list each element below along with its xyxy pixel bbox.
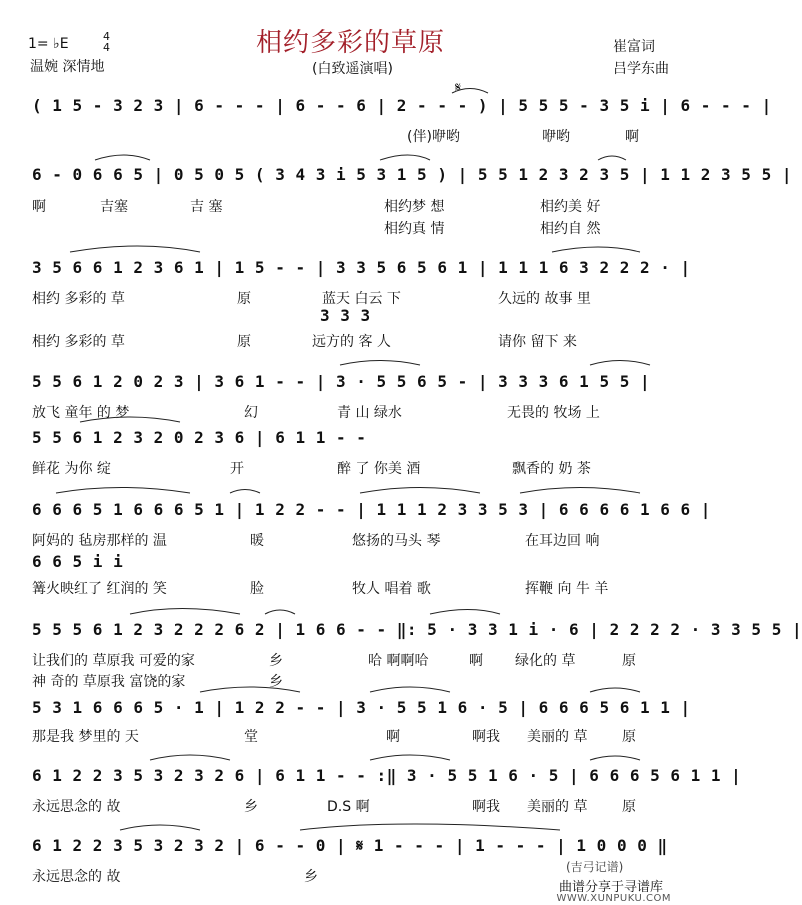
extra-notes-3: 3 3 3 bbox=[320, 306, 371, 325]
lyric: 蓝天 白云 下 bbox=[322, 291, 401, 307]
lyric: 美丽的 草 bbox=[527, 799, 588, 815]
notation-line-3: 3 5 6 6 1 2 3 6 1 | 1 5 - - | 3 3 5 6 5 6 1 | 1 1 1 6 3 2 2 2 · | bbox=[32, 258, 691, 277]
lyric: 幻 bbox=[244, 405, 258, 421]
lyric: 请你 留下 来 bbox=[498, 334, 577, 350]
lyric: 阿妈的 毡房那样的 温 bbox=[32, 533, 167, 549]
lyric: 相约 多彩的 草 bbox=[32, 291, 125, 307]
transcriber-stamp: (吉弓记谱) bbox=[566, 860, 624, 874]
notation-line-7: 5 3 1 6 6 6 5 · 1 | 1 2 2 - - | 3 · 5 5 1 6 · 5 | 6 6 6 5 6 1 1 | bbox=[32, 698, 691, 717]
lyric: 篝火映红了 红润的 笑 bbox=[32, 581, 167, 597]
notation-line-1: ( 1 5 - 3 2 3 | 6 - - - | 6 - - 6 | 2 - - - ) | 5 5 5 - 3 5 i | 6 - - - | bbox=[32, 96, 772, 115]
lyric: 永远思念的 故 bbox=[32, 799, 121, 815]
lyric: 相约梦 想 bbox=[384, 199, 445, 215]
meter-bottom: 4 bbox=[103, 41, 110, 54]
performer-credit: (白致遥演唱) bbox=[312, 61, 393, 77]
lyric: 啊 bbox=[386, 729, 400, 745]
lyric: 久远的 故事 里 bbox=[498, 291, 591, 307]
lyric: 远方的 客 人 bbox=[312, 334, 391, 350]
composer-credit: 吕学东曲 bbox=[613, 61, 669, 77]
notation-line-5b: 6 6 5 i i bbox=[32, 552, 124, 571]
lyric: 神 奇的 草原我 富饶的家 bbox=[32, 674, 186, 690]
notation-line-2: 6 - 0 6 6 5 | 0 5 0 5 ( 3 4 3 i 5 3 1 5 ) | 5 5 1 2 3 2 3 5 | 1 1 2 3 5 5 | bbox=[32, 165, 792, 184]
lyric: 飘香的 奶 茶 bbox=[512, 461, 591, 477]
lyric: 咿哟 bbox=[542, 129, 570, 145]
meter-top: 4 bbox=[103, 30, 110, 43]
key-signature: 1= ♭E bbox=[28, 36, 69, 52]
lyric: 吉塞 bbox=[100, 199, 128, 215]
lyric: 绿化的 草 bbox=[515, 653, 576, 669]
lyric: 挥鞭 向 牛 羊 bbox=[525, 581, 609, 597]
lyric: 脸 bbox=[250, 581, 264, 597]
lyric: 在耳边回 响 bbox=[525, 533, 600, 549]
lyric: 无畏的 牧场 上 bbox=[507, 405, 600, 421]
lyricist-credit: 崔富词 bbox=[613, 39, 655, 55]
lyric: 原 bbox=[622, 799, 636, 815]
watermark-text: 曲谱分享于寻谱库 bbox=[559, 876, 663, 895]
lyric: 醉 了 你美 酒 bbox=[337, 461, 421, 477]
lyric: 堂 bbox=[244, 729, 258, 745]
lyric: 相约 多彩的 草 bbox=[32, 334, 125, 350]
notation-line-8: 6 1 2 2 3 5 3 2 3 2 6 | 6 1 1 - - :‖ 3 · 5 5 1 6 · 5 | 6 6 6 5 6 1 1 | bbox=[32, 766, 742, 785]
lyric: 原 bbox=[622, 653, 636, 669]
lyric: 鲜花 为你 绽 bbox=[32, 461, 111, 477]
page-title: 相约多彩的草原 bbox=[255, 28, 445, 58]
lyric: 美丽的 草 bbox=[527, 729, 588, 745]
lyric: 那是我 梦里的 天 bbox=[32, 729, 139, 745]
lyric: 哈 啊啊哈 bbox=[368, 653, 429, 669]
lyric: 暖 bbox=[250, 533, 264, 549]
lyric: 悠扬的马头 琴 bbox=[352, 533, 441, 549]
lyric: 原 bbox=[237, 334, 251, 350]
lyric: 乡 bbox=[269, 674, 283, 690]
expression-mark: 温婉 深情地 bbox=[30, 59, 105, 75]
segno-sign: 𝄋 bbox=[455, 80, 462, 96]
lyric: 原 bbox=[237, 291, 251, 307]
lyric: 原 bbox=[622, 729, 636, 745]
notation-line-9: 6 1 2 2 3 5 3 2 3 2 | 6 - - 0 | 𝄋 1 - - - | 1 - - - | 1 0 0 0 ‖ bbox=[32, 836, 668, 855]
lyric: 乡 bbox=[244, 799, 258, 815]
lyric: 让我们的 草原我 可爱的家 bbox=[32, 653, 195, 669]
lyric: 啊 bbox=[32, 199, 46, 215]
watermark-url: WWW.XUNPUKU.COM bbox=[556, 893, 671, 904]
lyric: 吉 塞 bbox=[190, 199, 223, 215]
lyric: 相约真 情 bbox=[384, 221, 445, 237]
lyric: D.S 啊 bbox=[327, 799, 370, 815]
notation-line-5: 6 6 6 5 1 6 6 6 5 1 | 1 2 2 - - | 1 1 1 2 3 3 5 3 | 6 6 6 6 1 6 6 | bbox=[32, 500, 711, 519]
lyric: 啊 bbox=[625, 129, 639, 145]
notation-line-6: 5 5 5 6 1 2 3 2 2 2 6 2 | 1 6 6 - - ‖: 5 · 3 3 1 i · 6 | 2 2 2 2 · 3 3 5 5 | bbox=[32, 620, 802, 639]
lyric: 开 bbox=[230, 461, 244, 477]
lyric: (伴)咿哟 bbox=[407, 129, 460, 145]
notation-line-4b: 5 5 6 1 2 3 2 0 2 3 6 | 6 1 1 - - bbox=[32, 428, 367, 447]
lyric: 放飞 童年 的 梦 bbox=[32, 405, 130, 421]
lyric: 乡 bbox=[304, 869, 318, 885]
notation-line-4: 5 5 6 1 2 0 2 3 | 3 6 1 - - | 3 · 5 5 6 5 - | 3 3 3 6 1 5 5 | bbox=[32, 372, 651, 391]
lyric: 相约美 好 bbox=[540, 199, 601, 215]
lyric: 青 山 绿水 bbox=[337, 405, 402, 421]
lyric: 牧人 唱着 歌 bbox=[352, 581, 431, 597]
lyric: 啊我 bbox=[472, 799, 500, 815]
lyric: 相约自 然 bbox=[540, 221, 601, 237]
lyric: 啊 bbox=[469, 653, 483, 669]
lyric: 永远思念的 故 bbox=[32, 869, 121, 885]
lyric: 乡 bbox=[269, 653, 283, 669]
lyric: 啊我 bbox=[472, 729, 500, 745]
